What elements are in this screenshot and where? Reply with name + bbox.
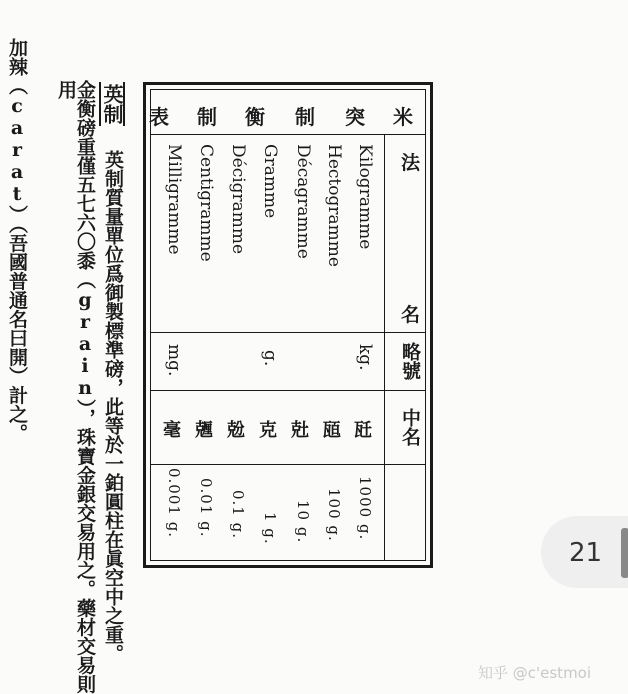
british-system-heading: 英制 [100,84,124,124]
unit-name: Gramme [260,144,280,219]
unit-abbr: mg. [164,344,184,377]
unit-value: 1 g. [261,512,279,545]
unit-value: 0.1 g. [229,490,247,539]
abbr-cn-divider [151,390,425,391]
table-title-char: 突 [345,105,365,129]
unit-chinese-name: 克 [259,420,277,441]
unit-value: 0.001 g. [165,468,183,539]
unit-abbr: kg. [355,344,375,371]
cn-value-divider [151,464,425,465]
unit-name: Centigramme [196,144,216,262]
unit-chinese-name: 瓩 [354,420,372,441]
table-title-char: 制 [197,105,217,129]
table-title-char: 制 [295,105,315,129]
table-title-char: 表 [149,105,169,129]
unit-value: 1000 g. [356,476,374,541]
unit-name: Kilogramme [355,144,375,250]
header-abbr: 略號 [399,342,421,380]
unit-name: Décagramme [293,144,313,259]
unit-chinese-name: 兣 [195,420,213,441]
name-abbr-divider [151,332,425,333]
table-inner-frame [150,89,426,561]
unit-value: 0.01 g. [197,478,215,538]
header-cn: 中名 [399,408,421,446]
unit-chinese-name: 毫 [163,420,181,441]
table-title-char: 衡 [245,105,265,129]
unit-name: Hectogramme [324,144,344,267]
unit-name: Milligramme [164,144,184,255]
header-name-top: 法 [401,152,421,174]
page-number-badge[interactable] [541,516,628,588]
unit-name: Décigramme [228,144,248,255]
unit-chinese-name: 兙 [291,420,309,441]
table-title [151,90,425,135]
unit-value: 10 g. [294,500,312,544]
header-column-divider [384,134,385,560]
watermark: 知乎 @c'estmoi [478,664,592,682]
troy-pound-text-column: 金衡磅重僅五七六〇黍（grain），珠寶金銀交易用之。藥材交易則用 [55,80,96,694]
british-system-text: 英制質量單位爲御製標準磅，此等於一鉑圓柱在眞空中之重。 [102,150,124,663]
page-number: 21 [569,538,603,568]
unit-chinese-name: 兝 [227,420,245,441]
unit-value: 100 g. [325,488,343,542]
unit-chinese-name: 瓸 [323,420,341,441]
header-name-bottom: 名 [401,304,421,326]
scroll-handle[interactable] [621,528,628,578]
metric-weight-table [143,82,433,568]
table-title-char: 米 [393,105,413,129]
carat-text-column: 加辣（carat）（吾國普通名曰開）計之。 [6,38,28,443]
unit-abbr: g. [260,350,280,367]
